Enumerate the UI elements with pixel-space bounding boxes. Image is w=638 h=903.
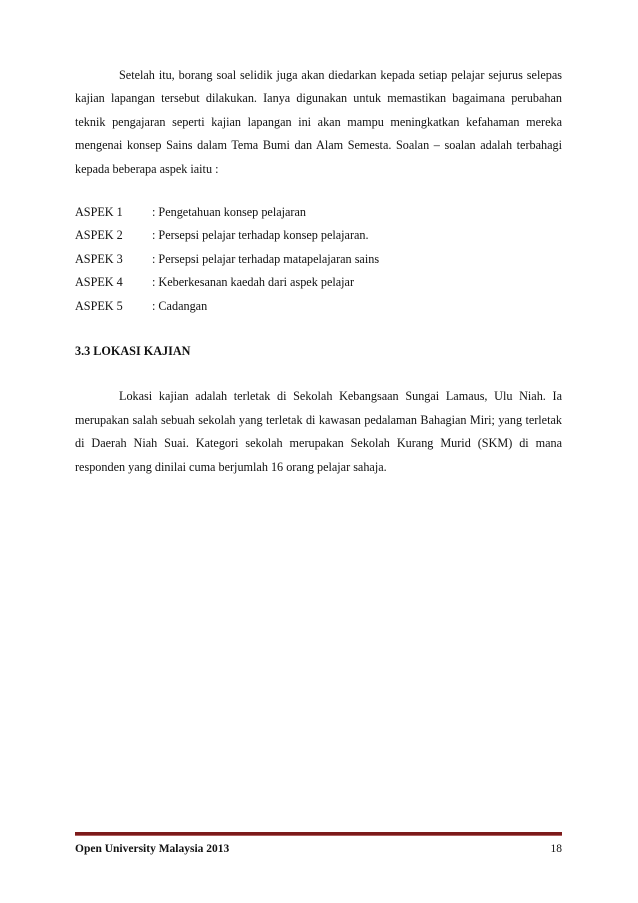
aspek-row [75, 201, 562, 224]
footer-row [75, 841, 562, 857]
paragraph-location: Lokasi kajian adalah terletak di Sekolah Kebangsaan Sungai Lamaus, Ulu Niah. Ia merupakan salah sebuah sekolah yang terletak di kawasan pedalaman Bahagian Miri; yang terletak di Daerah Niah Suai. Kategori sekolah merupakan Sekolah Kurang Murid (SKM) di mana responden yang dinilai cuma berjumlah 16 orang pelajar sahaja. [75, 389, 562, 474]
aspek-description: : Keberkesanan kaedah dari aspek pelajar [152, 275, 355, 290]
page-content [75, 64, 562, 479]
footer-divider [75, 832, 562, 836]
aspek-label: ASPEK 5 [75, 298, 123, 313]
aspek-description: : Persepsi pelajar terhadap konsep pelajaran. [152, 228, 369, 243]
aspek-description: : Pengetahuan konsep pelajaran [152, 205, 306, 220]
footer-institution: Open University Malaysia 2013 [75, 843, 230, 855]
aspek-label: ASPEK 4 [75, 275, 123, 290]
aspek-row [75, 248, 562, 271]
aspek-row [75, 271, 562, 294]
aspek-row [75, 295, 562, 318]
aspek-description: : Cadangan [152, 298, 208, 313]
page-footer [75, 832, 562, 857]
page-number: 18 [550, 843, 562, 855]
aspek-label: ASPEK 1 [75, 205, 123, 220]
aspek-label: ASPEK 3 [75, 251, 123, 266]
aspek-description: : Persepsi pelajar terhadap matapelajaran sains [152, 251, 380, 266]
paragraph-survey: Setelah itu, borang soal selidik juga akan diedarkan kepada setiap pelajar sejurus selepas kajian lapangan tersebut dilakukan. Ianya digunakan untuk memastikan bagaimana perubahan teknik pengajaran seperti kajian lapangan ini akan mampu meningkatkan kefahaman mereka mengenai konsep Sains dalam Tema Bumi dan Alam Semesta. Soalan – soalan adalah terbahagi kepada beberapa aspek iaitu : [75, 68, 562, 176]
section-heading: 3.3 LOKASI KAJIAN [75, 343, 191, 358]
aspek-row [75, 224, 562, 247]
aspek-label: ASPEK 2 [75, 228, 123, 243]
aspek-list [75, 201, 562, 318]
